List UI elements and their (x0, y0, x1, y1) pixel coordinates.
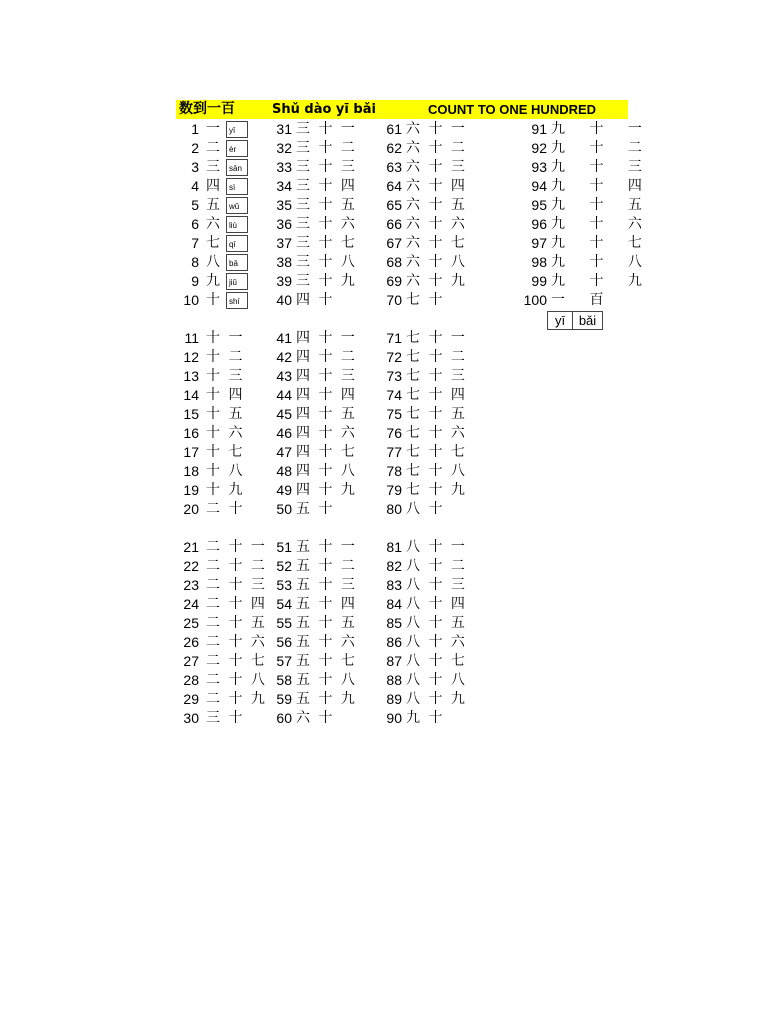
number-30: 30 (183, 710, 199, 726)
chinese-11: 十 一 (206, 330, 245, 346)
number-35: 35 (276, 197, 292, 213)
number-65: 65 (386, 197, 402, 213)
chinese-46: 四 十 六 (296, 425, 357, 441)
number-50: 50 (276, 501, 292, 517)
chinese-66: 六 十 六 (406, 216, 467, 232)
number-36: 36 (276, 216, 292, 232)
chinese-7: 七 (206, 235, 222, 251)
chinese-27: 二 十 七 (206, 653, 267, 669)
chinese-42: 四 十 二 (296, 349, 357, 365)
number-71: 71 (386, 330, 402, 346)
chinese-68: 六 十 八 (406, 254, 467, 270)
number-29: 29 (183, 691, 199, 707)
chinese-63: 六 十 三 (406, 159, 467, 175)
number-48: 48 (276, 463, 292, 479)
number-24: 24 (183, 596, 199, 612)
number-18: 18 (183, 463, 199, 479)
number-95: 95 (531, 197, 547, 213)
number-85: 85 (386, 615, 402, 631)
chinese-83: 八 十 三 (406, 577, 467, 593)
chinese-53: 五 十 三 (296, 577, 357, 593)
chinese-79: 七 十 九 (406, 482, 467, 498)
chinese-64: 六 十 四 (406, 178, 467, 194)
chinese-1: 一 (206, 121, 222, 137)
number-21: 21 (183, 539, 199, 555)
chinese-3: 三 (206, 159, 222, 175)
chinese-52: 五 十 二 (296, 558, 357, 574)
number-75: 75 (386, 406, 402, 422)
chinese-48: 四 十 八 (296, 463, 357, 479)
number-37: 37 (276, 235, 292, 251)
number-14: 14 (183, 387, 199, 403)
chinese-61: 六 十 一 (406, 121, 467, 137)
chinese-73: 七 十 三 (406, 368, 467, 384)
chinese-45: 四 十 五 (296, 406, 357, 422)
number-72: 72 (386, 349, 402, 365)
number-100: 100 (523, 292, 547, 308)
pinyin-box-100-2: bǎi (572, 311, 603, 330)
chinese-29: 二 十 九 (206, 691, 267, 707)
chinese-97: 九 十 七 (551, 235, 652, 251)
chinese-62: 六 十 二 (406, 140, 467, 156)
number-84: 84 (386, 596, 402, 612)
chinese-37: 三 十 七 (296, 235, 357, 251)
chinese-77: 七 十 七 (406, 444, 467, 460)
number-80: 80 (386, 501, 402, 517)
chinese-5: 五 (206, 197, 222, 213)
chinese-47: 四 十 七 (296, 444, 357, 460)
chinese-82: 八 十 二 (406, 558, 467, 574)
number-16: 16 (183, 425, 199, 441)
chinese-24: 二 十 四 (206, 596, 267, 612)
pinyin-box-2: èr (226, 140, 248, 157)
chinese-69: 六 十 九 (406, 273, 467, 289)
pinyin-box-6: liù (226, 216, 248, 233)
title-pinyin: Shǔ dào yī bǎi (272, 102, 376, 117)
number-52: 52 (276, 558, 292, 574)
number-61: 61 (386, 121, 402, 137)
chinese-78: 七 十 八 (406, 463, 467, 479)
chinese-76: 七 十 六 (406, 425, 467, 441)
number-86: 86 (386, 634, 402, 650)
number-26: 26 (183, 634, 199, 650)
number-77: 77 (386, 444, 402, 460)
number-63: 63 (386, 159, 402, 175)
number-64: 64 (386, 178, 402, 194)
number-99: 99 (531, 273, 547, 289)
chinese-19: 十 九 (206, 482, 245, 498)
number-88: 88 (386, 672, 402, 688)
chinese-49: 四 十 九 (296, 482, 357, 498)
number-54: 54 (276, 596, 292, 612)
chinese-43: 四 十 三 (296, 368, 357, 384)
chinese-86: 八 十 六 (406, 634, 467, 650)
pinyin-box-1: yī (226, 121, 248, 138)
chinese-98: 九 十 八 (551, 254, 652, 270)
number-13: 13 (183, 368, 199, 384)
number-7: 7 (191, 235, 199, 251)
number-92: 92 (531, 140, 547, 156)
pinyin-box-9: jiǔ (226, 273, 248, 290)
chinese-26: 二 十 六 (206, 634, 267, 650)
number-91: 91 (531, 121, 547, 137)
number-73: 73 (386, 368, 402, 384)
chinese-2: 二 (206, 140, 222, 156)
chinese-23: 二 十 三 (206, 577, 267, 593)
number-93: 93 (531, 159, 547, 175)
pinyin-box-10: shí (226, 292, 248, 309)
number-96: 96 (531, 216, 547, 232)
chinese-57: 五 十 七 (296, 653, 357, 669)
chinese-16: 十 六 (206, 425, 245, 441)
chinese-54: 五 十 四 (296, 596, 357, 612)
number-27: 27 (183, 653, 199, 669)
chinese-81: 八 十 一 (406, 539, 467, 555)
chinese-28: 二 十 八 (206, 672, 267, 688)
chinese-39: 三 十 九 (296, 273, 357, 289)
chinese-80: 八 十 (406, 501, 445, 517)
chinese-60: 六 十 (296, 710, 335, 726)
number-74: 74 (386, 387, 402, 403)
chinese-21: 二 十 一 (206, 539, 267, 555)
number-17: 17 (183, 444, 199, 460)
number-69: 69 (386, 273, 402, 289)
chinese-32: 三 十 二 (296, 140, 357, 156)
number-25: 25 (183, 615, 199, 631)
chinese-15: 十 五 (206, 406, 245, 422)
number-76: 76 (386, 425, 402, 441)
number-67: 67 (386, 235, 402, 251)
number-2: 2 (191, 140, 199, 156)
chinese-30: 三 十 (206, 710, 245, 726)
pinyin-box-5: wǔ (226, 197, 248, 214)
number-41: 41 (276, 330, 292, 346)
chinese-12: 十 二 (206, 349, 245, 365)
number-90: 90 (386, 710, 402, 726)
chinese-71: 七 十 一 (406, 330, 467, 346)
number-94: 94 (531, 178, 547, 194)
number-46: 46 (276, 425, 292, 441)
chinese-8: 八 (206, 254, 222, 270)
number-66: 66 (386, 216, 402, 232)
chinese-96: 九 十 六 (551, 216, 652, 232)
title-bar (176, 100, 628, 119)
chinese-40: 四 十 (296, 292, 335, 308)
number-82: 82 (386, 558, 402, 574)
pinyin-box-3: sān (226, 159, 248, 176)
number-58: 58 (276, 672, 292, 688)
number-55: 55 (276, 615, 292, 631)
number-1: 1 (191, 121, 199, 137)
number-15: 15 (183, 406, 199, 422)
chinese-74: 七 十 四 (406, 387, 467, 403)
number-60: 60 (276, 710, 292, 726)
number-83: 83 (386, 577, 402, 593)
number-97: 97 (531, 235, 547, 251)
number-22: 22 (183, 558, 199, 574)
chinese-20: 二 十 (206, 501, 245, 517)
chinese-55: 五 十 五 (296, 615, 357, 631)
number-49: 49 (276, 482, 292, 498)
chinese-34: 三 十 四 (296, 178, 357, 194)
number-40: 40 (276, 292, 292, 308)
number-89: 89 (386, 691, 402, 707)
number-68: 68 (386, 254, 402, 270)
chinese-22: 二 十 二 (206, 558, 267, 574)
number-23: 23 (183, 577, 199, 593)
number-81: 81 (386, 539, 402, 555)
chinese-41: 四 十 一 (296, 330, 357, 346)
chinese-70: 七 十 (406, 292, 445, 308)
number-10: 10 (183, 292, 199, 308)
pinyin-box-7: qī (226, 235, 248, 252)
chinese-91: 九 十 一 (551, 121, 652, 137)
number-98: 98 (531, 254, 547, 270)
number-5: 5 (191, 197, 199, 213)
chinese-100: 一 百 (551, 292, 614, 308)
chinese-90: 九 十 (406, 710, 445, 726)
chinese-85: 八 十 五 (406, 615, 467, 631)
pinyin-box-100-1: yī (547, 311, 573, 330)
number-9: 9 (191, 273, 199, 289)
chinese-36: 三 十 六 (296, 216, 357, 232)
chinese-59: 五 十 九 (296, 691, 357, 707)
chinese-33: 三 十 三 (296, 159, 357, 175)
chinese-99: 九 十 九 (551, 273, 652, 289)
chinese-87: 八 十 七 (406, 653, 467, 669)
number-39: 39 (276, 273, 292, 289)
chinese-13: 十 三 (206, 368, 245, 384)
chinese-51: 五 十 一 (296, 539, 357, 555)
chinese-56: 五 十 六 (296, 634, 357, 650)
title-chinese: 数到一百 (179, 101, 235, 117)
number-19: 19 (183, 482, 199, 498)
chinese-10: 十 (206, 292, 222, 308)
chinese-95: 九 十 五 (551, 197, 652, 213)
number-70: 70 (386, 292, 402, 308)
number-43: 43 (276, 368, 292, 384)
chinese-92: 九 十 二 (551, 140, 652, 156)
number-42: 42 (276, 349, 292, 365)
number-4: 4 (191, 178, 199, 194)
chinese-72: 七 十 二 (406, 349, 467, 365)
number-59: 59 (276, 691, 292, 707)
chinese-17: 十 七 (206, 444, 245, 460)
chinese-65: 六 十 五 (406, 197, 467, 213)
chinese-38: 三 十 八 (296, 254, 357, 270)
chinese-4: 四 (206, 178, 222, 194)
chinese-14: 十 四 (206, 387, 245, 403)
number-8: 8 (191, 254, 199, 270)
chinese-6: 六 (206, 216, 222, 232)
pinyin-box-4: sì (226, 178, 248, 195)
number-32: 32 (276, 140, 292, 156)
chinese-35: 三 十 五 (296, 197, 357, 213)
number-11: 11 (184, 330, 199, 346)
chinese-18: 十 八 (206, 463, 245, 479)
number-33: 33 (276, 159, 292, 175)
number-31: 31 (276, 121, 292, 137)
chinese-9: 九 (206, 273, 222, 289)
chinese-93: 九 十 三 (551, 159, 652, 175)
chinese-44: 四 十 四 (296, 387, 357, 403)
number-87: 87 (386, 653, 402, 669)
number-38: 38 (276, 254, 292, 270)
number-51: 51 (276, 539, 292, 555)
number-12: 12 (183, 349, 199, 365)
chinese-58: 五 十 八 (296, 672, 357, 688)
number-62: 62 (386, 140, 402, 156)
number-20: 20 (183, 501, 199, 517)
pinyin-box-8: bā (226, 254, 248, 271)
number-79: 79 (386, 482, 402, 498)
number-45: 45 (276, 406, 292, 422)
chinese-75: 七 十 五 (406, 406, 467, 422)
number-53: 53 (276, 577, 292, 593)
chinese-94: 九 十 四 (551, 178, 652, 194)
chinese-31: 三 十 一 (296, 121, 357, 137)
number-57: 57 (276, 653, 292, 669)
number-34: 34 (276, 178, 292, 194)
chinese-25: 二 十 五 (206, 615, 267, 631)
chinese-50: 五 十 (296, 501, 335, 517)
title-english: COUNT TO ONE HUNDRED (428, 102, 597, 117)
chinese-88: 八 十 八 (406, 672, 467, 688)
number-44: 44 (276, 387, 292, 403)
chinese-89: 八 十 九 (406, 691, 467, 707)
number-3: 3 (191, 159, 199, 175)
number-6: 6 (191, 216, 199, 232)
number-56: 56 (276, 634, 292, 650)
number-47: 47 (276, 444, 292, 460)
number-78: 78 (386, 463, 402, 479)
chinese-67: 六 十 七 (406, 235, 467, 251)
chinese-84: 八 十 四 (406, 596, 467, 612)
number-28: 28 (183, 672, 199, 688)
